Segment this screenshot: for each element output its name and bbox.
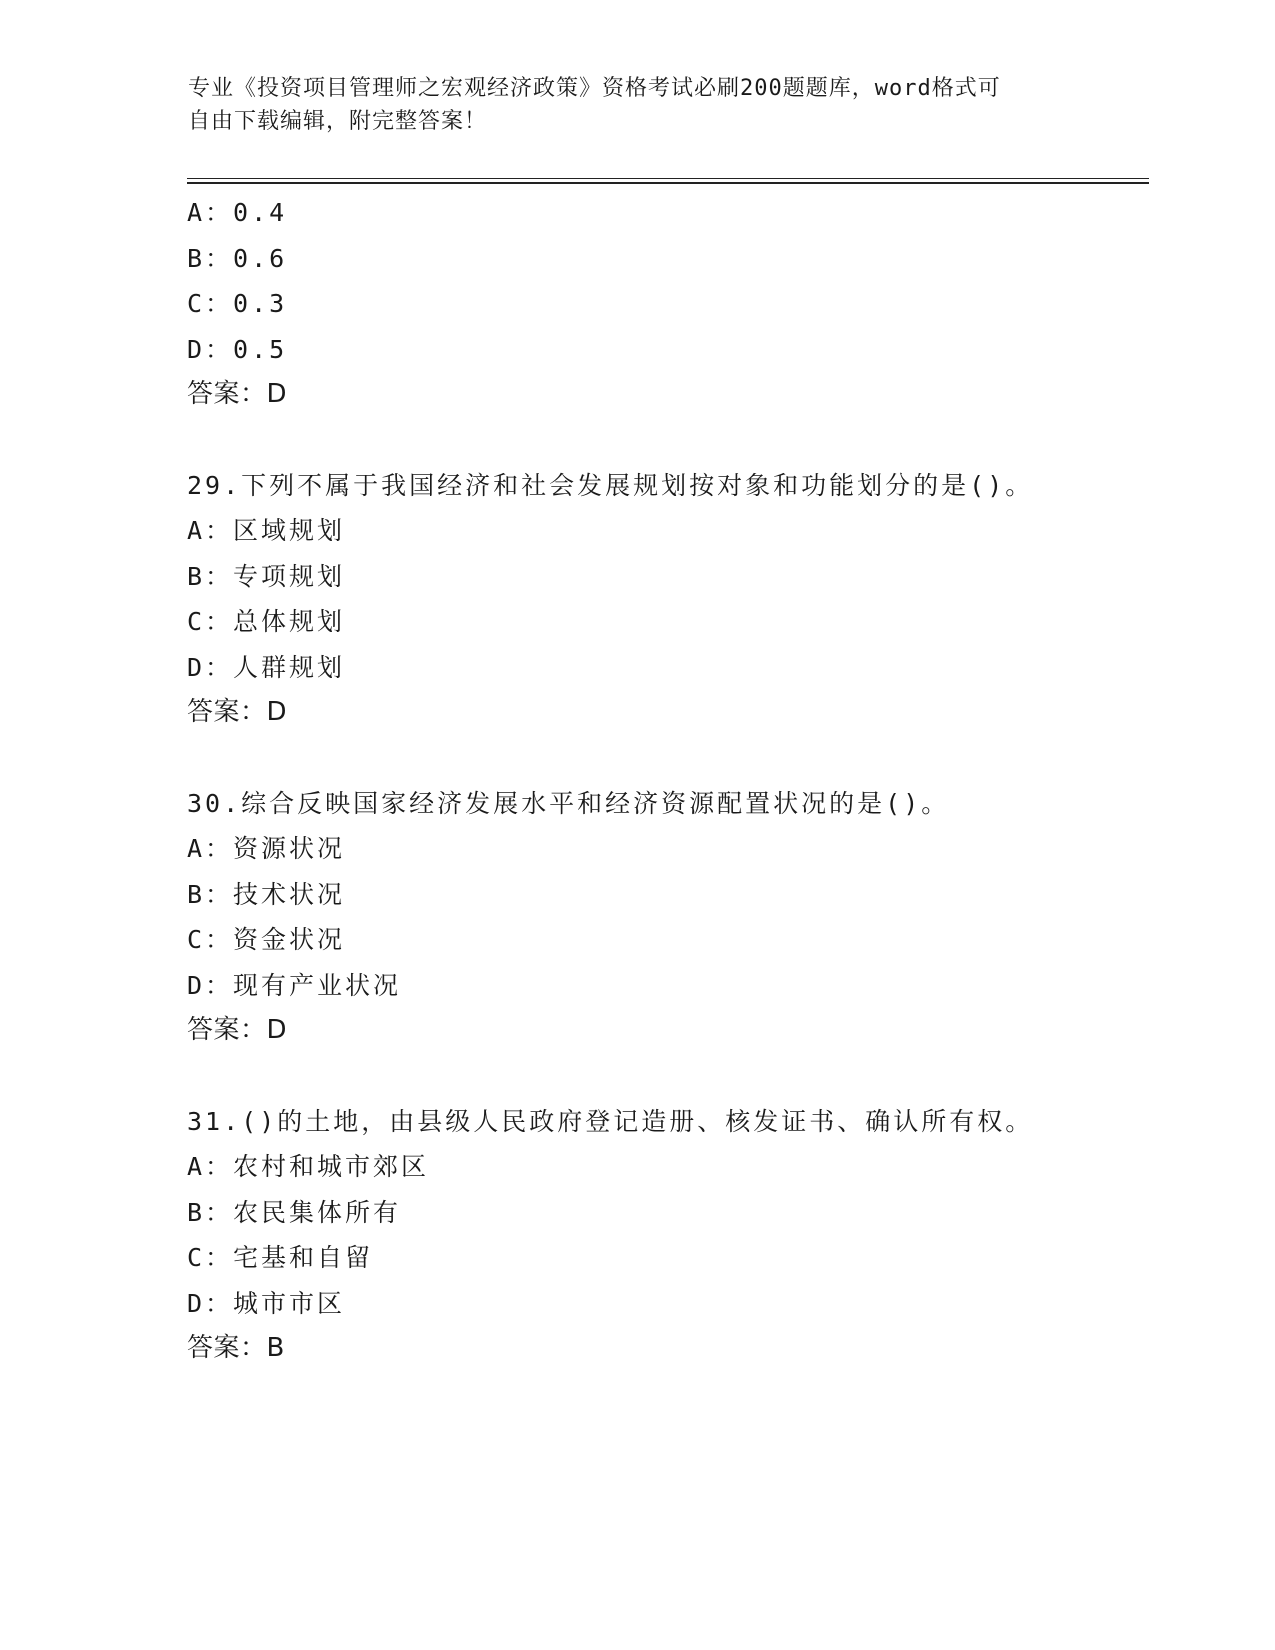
option-b: B：0.6 bbox=[187, 243, 288, 273]
option-d: D：0.5 bbox=[187, 334, 288, 364]
option-a: A：区域规划 bbox=[187, 516, 346, 545]
option-b: B：专项规划 bbox=[187, 561, 346, 591]
question-block-30 bbox=[187, 781, 1147, 1054]
question-text: 31.()的土地，由县级人民政府登记造册、核发证书、确认所有权。 bbox=[187, 1106, 1034, 1136]
option-c: C：宅基和自留 bbox=[187, 1243, 374, 1272]
header-divider-bottom bbox=[187, 182, 1149, 184]
header-line-1: 专业《投资项目管理师之宏观经济政策》资格考试必刷200题题库，word格式可 bbox=[188, 76, 1001, 101]
answer-line: 答案：B bbox=[187, 1333, 285, 1363]
answer-line: 答案：D bbox=[187, 379, 288, 409]
question-block-29 bbox=[187, 463, 1147, 736]
question-text: 30.综合反映国家经济发展水平和经济资源配置状况的是()。 bbox=[187, 788, 950, 818]
option-d: D：人群规划 bbox=[187, 652, 346, 682]
option-a: A：农村和城市郊区 bbox=[187, 1152, 430, 1181]
option-a: A：资源状况 bbox=[187, 834, 346, 863]
question-text: 29.下列不属于我国经济和社会发展规划按对象和功能划分的是()。 bbox=[187, 470, 1034, 500]
option-d: D：城市市区 bbox=[187, 1288, 346, 1318]
option-c: C：0.3 bbox=[187, 289, 288, 318]
option-a: A：0.4 bbox=[187, 198, 288, 227]
option-c: C：总体规划 bbox=[187, 607, 346, 636]
header-divider-top bbox=[187, 178, 1149, 179]
option-b: B：农民集体所有 bbox=[187, 1197, 402, 1227]
document-header bbox=[188, 72, 1088, 138]
option-c: C：资金状况 bbox=[187, 925, 346, 954]
option-b: B：技术状况 bbox=[187, 879, 346, 909]
answer-line: 答案：D bbox=[187, 697, 288, 727]
question-block-28 bbox=[187, 190, 1147, 418]
header-line-2: 自由下载编辑，附完整答案！ bbox=[188, 109, 488, 134]
option-d: D：现有产业状况 bbox=[187, 970, 402, 1000]
question-list bbox=[187, 190, 1147, 1372]
answer-line: 答案：D bbox=[187, 1015, 288, 1045]
question-block-31 bbox=[187, 1099, 1147, 1372]
